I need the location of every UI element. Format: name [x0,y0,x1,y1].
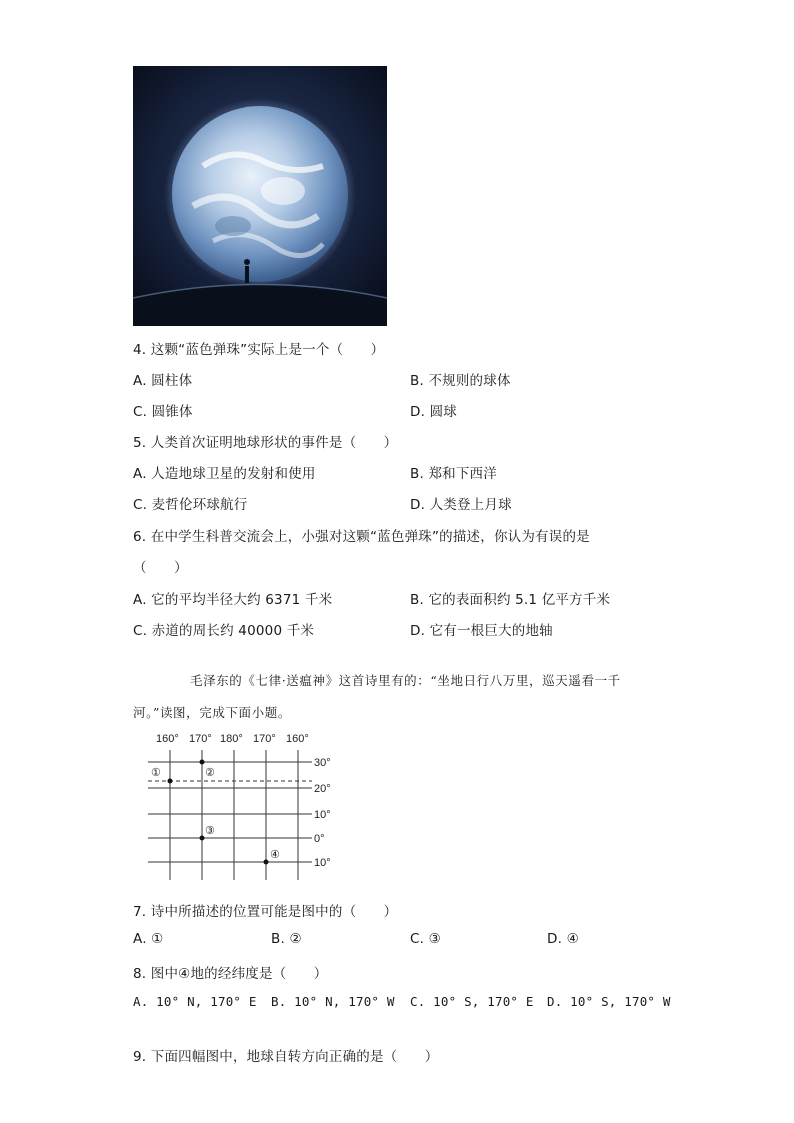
q9-stem: 9. 下面四幅图中，地球自转方向正确的是（ ） [133,1049,439,1065]
point-2-dot [200,760,205,765]
lat-label: 20° [314,783,331,795]
q6-stem: 6. 在中学生科普交流会上，小强对这颗“蓝色弹珠”的描述，你认为有误的是 [133,529,590,545]
lat-label: 10° [314,857,331,869]
q7-option-b: B. ② [271,931,302,947]
q4-option-d: D. 圆球 [410,404,457,420]
q4-stem: 4. 这颗“蓝色弹珠”实际上是一个（ ） [133,342,385,358]
lon-label: 160° [286,733,309,745]
lat-label: 10° [314,809,331,821]
q8-option-d: D. 10° S, 170° W [547,994,671,1009]
q7-option-d: D. ④ [547,931,579,947]
point-4-label: ④ [270,849,280,861]
q5-option-c: C. 麦哲伦环球航行 [133,497,248,513]
q7-option-a: A. ① [133,931,164,947]
intro-line-2: 河。”读图，完成下面小题。 [133,705,291,720]
q5-stem: 5. 人类首次证明地球形状的事件是（ ） [133,435,398,451]
q7-stem: 7. 诗中所描述的位置可能是图中的（ ） [133,904,398,920]
point-2-label: ② [205,767,215,779]
q6-option-b: B. 它的表面积约 5.1 亿平方千米 [410,592,611,608]
q4-option-b: B. 不规则的球体 [410,373,511,389]
q8-option-a: A. 10° N, 170° E [133,994,257,1009]
q6-option-c: C. 赤道的周长约 40000 千米 [133,623,315,639]
lon-label: 180° [220,733,243,745]
point-4-dot [264,860,269,865]
q5-option-b: B. 郑和下西洋 [410,466,497,482]
q5-option-d: D. 人类登上月球 [410,497,512,513]
lat-label: 0° [314,833,325,845]
lon-label: 170° [253,733,276,745]
point-3-dot [200,836,205,841]
q6-paren: （ ） [133,560,188,576]
q4-option-a: A. 圆柱体 [133,373,193,389]
lon-label: 170° [189,733,212,745]
latlong-grid-diagram [140,728,340,888]
q6-option-d: D. 它有一根巨大的地轴 [410,623,553,639]
point-1-label: ① [151,767,161,779]
intro-line-1: 毛泽东的《七律·送瘟神》这首诗里有的：“坐地日行八万里，巡天遥看一千 [190,673,621,688]
q8-option-c: C. 10° S, 170° E [410,994,534,1009]
q7-option-c: C. ③ [410,931,441,947]
q6-option-a: A. 它的平均半径大约 6371 千米 [133,592,333,608]
q8-stem: 8. 图中④地的经纬度是（ ） [133,966,328,982]
point-1-dot [168,779,173,784]
earth-photo [133,66,387,326]
lat-label: 30° [314,757,331,769]
q4-option-c: C. 圆锥体 [133,404,193,420]
lon-label: 160° [156,733,179,745]
point-3-label: ③ [205,825,215,837]
q8-option-b: B. 10° N, 170° W [271,994,395,1009]
q5-option-a: A. 人造地球卫星的发射和使用 [133,466,316,482]
